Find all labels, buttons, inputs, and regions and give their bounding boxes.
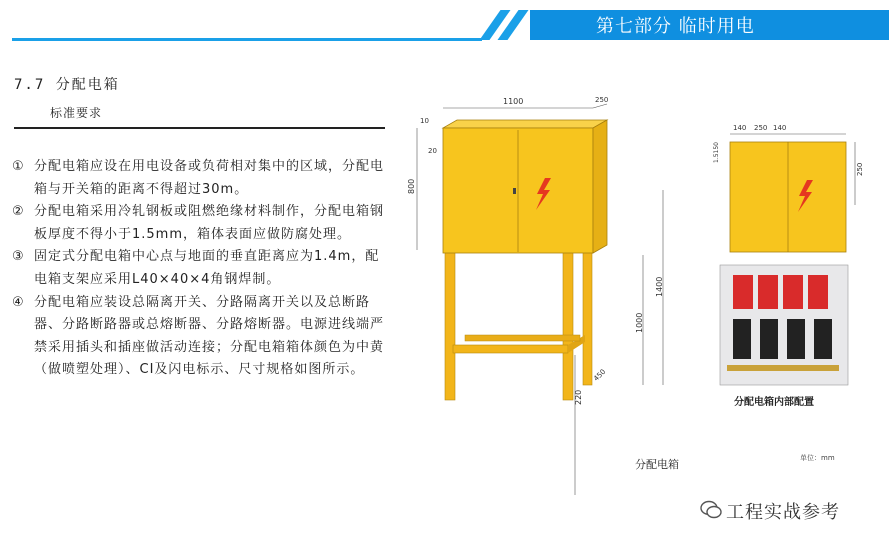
leg [583, 250, 592, 385]
dim-height: 800 [407, 178, 416, 194]
dim-side-a: 140 [733, 124, 747, 132]
section-subtitle: 标准要求 [50, 106, 103, 120]
red-breaker [808, 275, 828, 309]
page-title: 第七部分 临时用电 [596, 16, 755, 37]
box-side-view [713, 124, 864, 252]
box-top [443, 120, 607, 128]
dim-top-a: 10 [420, 117, 429, 125]
list-item [12, 201, 392, 246]
brace [465, 335, 580, 341]
dim-top-b: 20 [428, 147, 437, 155]
red-breaker [733, 275, 753, 309]
box-side [593, 120, 607, 253]
item-text: 分配电箱采用冷轧钢板或阻燃绝缘材料制作，分配电箱钢板厚度不得小于1.5mm，箱体表面应做防腐处理。 [34, 204, 385, 242]
dim-depth: 250 [595, 96, 609, 104]
black-breaker [733, 319, 751, 359]
dim-center-h: 1400 [655, 276, 664, 297]
busbar [727, 365, 839, 371]
black-breaker [787, 319, 805, 359]
unit-label: 单位：mm [800, 454, 835, 462]
item-text: 固定式分配电箱中心点与地面的垂直距离应为1.4m，配电箱支架应采用L40×40×4角钢焊制。 [34, 249, 380, 287]
header-rule [12, 38, 482, 41]
black-breaker [760, 319, 778, 359]
list-item [12, 292, 392, 382]
inner-config-caption: 分配电箱内部配置 [734, 397, 814, 408]
box-front-view [407, 96, 664, 495]
item-number: ② [12, 204, 25, 220]
wechat-icon [700, 500, 722, 520]
lock-icon [513, 188, 516, 194]
dim-leg-h: 1000 [635, 312, 644, 333]
dim-width: 1100 [503, 97, 524, 106]
section-divider [14, 127, 385, 129]
leg [445, 250, 455, 400]
watermark-text: 工程实战参考 [726, 502, 840, 523]
item-text: 分配电箱应装设总隔离开关、分路隔离开关以及总断路器、分路断路器或总熔断器、分路熔断器。电源进线端严禁采用插头和插座做活动连接；分配电箱箱体颜色为中黄（做喷塑处理）、CI及闪电标示、尺寸规格如图所示。 [34, 294, 385, 378]
item-number: ① [12, 159, 25, 174]
brace [453, 345, 568, 353]
dim-side-c: 140 [773, 124, 787, 132]
item-number: ④ [12, 294, 25, 310]
dim-leg-d: 450 [592, 367, 608, 383]
dim-side-t: 1.5150 [713, 142, 720, 163]
red-breaker [758, 275, 778, 309]
dim-side-h: 250 [856, 162, 864, 176]
distribution-box-drawing [395, 90, 875, 510]
dim-foot: 220 [574, 389, 583, 405]
list-item [12, 156, 392, 201]
requirements-list [12, 156, 392, 382]
red-breaker [783, 275, 803, 309]
figure-caption: 分配电箱 [635, 458, 679, 471]
black-breaker [814, 319, 832, 359]
inner-config-photo [720, 265, 848, 385]
list-item [12, 246, 392, 291]
item-number: ③ [12, 249, 25, 265]
dim-side-b: 250 [754, 124, 768, 132]
item-text: 分配电箱应设在用电设备或负荷相对集中的区域，分配电箱与开关箱的距离不得超过30m。 [34, 159, 385, 197]
section-title: 7.7 分配电箱 [14, 77, 120, 93]
leg [563, 250, 573, 400]
